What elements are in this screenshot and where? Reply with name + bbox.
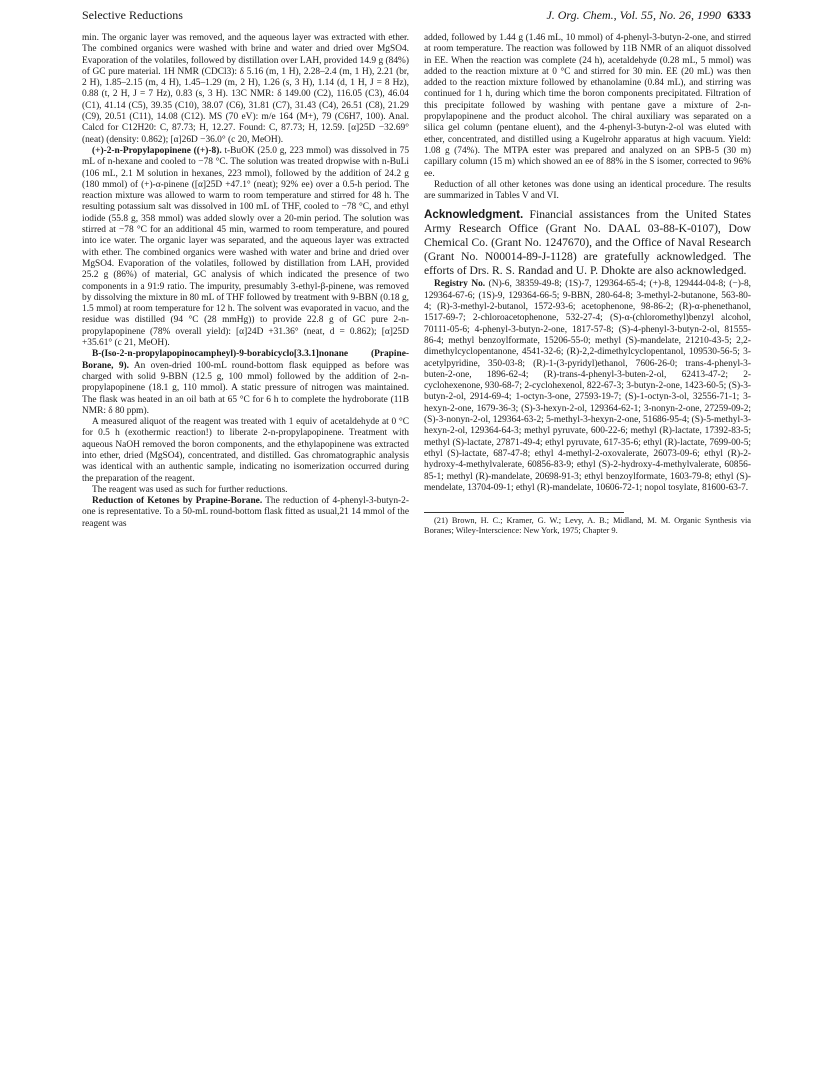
paragraph-body: An oven-dried 100-mL round-bottom flask equipped as before was charged with solid 9-BBN (12.5 g, 100 mmol) followed by the addition of 2-n-propylapopinene (18.1 g, 110 mmol). A static pressure of nitrogen was maintained. The flask was heated in an oil bath at 65 °C for 6 h to complete the hydroborate (11B NMR: δ 80 ppm).: [82, 360, 409, 416]
section-run-head: B-(Iso-2-n-propylapopinocampheyl)-9-borabicyclo[3.3.1]nonane (Prapine-Borane, 9).: [82, 349, 409, 371]
paragraph: [82, 349, 409, 417]
left-column: [82, 33, 409, 530]
page-header: [82, 8, 751, 26]
section-run-head: Reduction of Ketones by Prapine-Borane.: [92, 496, 263, 507]
paragraph-body: t-BuOK (25.0 g, 223 mmol) was dissolved in 75 mL of n-hexane and cooled to −78 °C. The solution was treated dropwise with n-BuLi (106 mL, 2.1 M solution in hexanes, 223 mmol), followed by the addition of 24.2 g (180 mmol) of (+)-α-pinene ([α]25D +47.1° (neat); 92% ee) over a 0.5-h period. The reaction mixture was allowed to warm to room temperature and stirred for 48 h. The resulting potassium salt was dissolved in 100 mL of THF, cooled to −78 °C, and ethyl iodide (55.8 g, 358 mmol) was added slowly over a 20-min period. The solution was stirred at −78 °C for an additional 45 min, warmed to room temperature, and poured into ice water. The organic layer was separated, and the aqueous layer was extracted with ether. The combined organics were washed with water and brine and dried over MgSO4. Evaporation of the volatiles, followed by distillation from LAH, provided 25.2 g (86%) of material, GC analysis of which indicated the presence of two components in a 91:9 ratio. The impurity, presumably 3-ethyl-β-pinene, was removed by dissolving the mixture in 80 mL of THF followed by treatment with 9-BBN (0.18 g, 1.5 mmol) at room temperature for 12 h. The solvent was evaporated in vacuo, and the residue was distilled (94 °C (28 mmHg)) to provide 22.8 g of GC pure 2-n-propylapopinene (78% overall yield): [α]24D +31.36° (neat, d = 0.862); [α]25D +35.61° (c 21, MeOH).: [82, 145, 410, 349]
footnote-divider: [424, 512, 624, 513]
paragraph: min. The organic layer was removed, and the aqueous layer was extracted with ether. The combined organics were washed with brine and water and dried over MgSO4. Evaporation of the volatiles, followed by distillation over LAH, provided 14.9 g (84%) of GC pure material. 1H NMR (CDCl3): δ 5.16 (m, 1 H), 2.28–2.4 (m, 1 H), 2.21 (br, 2 H), 1.85–2.15 (m, 4 H), 1.45–1.29 (m, 2 H), 1.26 (s, 3 H), 1.14 (d, 1 H, J = 8 Hz), 0.88 (t, 2 H, J = 7 Hz), 0.83 (s, 3 H). 13C NMR: δ 149.00 (C2), 116.05 (C3), 46.04 (C1), 41.14 (C5), 39.35 (C10), 38.07 (C6), 31.81 (C7), 31.43 (C4), 26.51 (C8), 21.29 (C9), 20.51 (C11), 14.08 (C12). MS (70 eV): m/e 164 (M+), 79 (C6H7, 100). Anal. Calcd for C12H20: C, 87.73; H, 12.27. Found: C, 87.73; H, 12.59. [α]25D −32.69° (neat) (density: 0.862); [α]26D −36.0° (c 20, MeOH).: [82, 33, 409, 145]
section-run-head: (+)-2-n-Propylapopinene ((+)-8).: [92, 145, 222, 156]
paragraph: Reduction of all other ketones was done using an identical procedure. The results are summarized in Tables V and VI.: [424, 179, 751, 202]
right-column: [424, 33, 751, 536]
registry-body: (N)-6, 38359-49-8; (1S)-7, 129364-65-4; (+)-8, 129444-04-8; (−)-8, 129364-67-6; (1S)-9, 129364-66-5; 9-BBN, 280-64-8; 3-methyl-2-butanone, 563-80-4; (R)-3-methyl-2-butanol, 1572-93-6; acetophenone, 98-86-2; (R)-α-phenethanol, 1517-69-7; 2-chloroacetophenone, 532-27-4; (S)-α-(chloromethyl)benzyl alcohol, 70111-05-6; 4-phenyl-3-butyn-2-one, 1817-57-8; (S)-4-phenyl-3-butyn-2-ol, 81555-86-4; methyl benzoylformate, 15206-55-0; methyl (S)-mandelate, 21210-43-5; 2,2-dimethylcyclopentanone, 4541-32-6; (R)-2,2-dimethylcyclopentanol, 109530-56-5; 3-acetylpyridine, 350-03-8; (R)-1-(3-pyridyl)ethanol, 7606-26-0; trans-4-phenyl-3-buten-2-one, 1896-62-4; (R)-trans-4-phenyl-3-buten-2-ol, 62413-47-2; 2-cyclohexenone, 930-68-7; 2-cyclohexenol, 822-67-3; 3-butyn-2-one, 1423-60-5; (S)-3-butyn-2-ol, 2914-69-4; 1-octyn-3-one, 27593-19-7; (S)-1-octyn-3-ol, 32556-71-1; 3-hexyn-2-one, 1679-36-3; (S)-3-hexyn-2-ol, 129364-62-1; 3-nonyn-2-one, 27259-09-2; (S)-3-nonyn-2-ol, 129364-63-2; 5-methyl-3-hexyn-2-one, 51686-95-4; (S)-5-methyl-3-hexyn-2-ol, 129364-64-3; methyl pyruvate, 600-22-6; methyl (R)-lactate, 17392-83-5; methyl (S)-lactate, 27871-49-4; ethyl pyruvate, 617-35-6; ethyl (R)-lactate, 7699-00-5; ethyl (S)-lactate, 687-47-8; ethyl 4-methyl-2-oxovalerate, 26073-09-6; ethyl (R)-2-hydroxy-4-methylvalerate, 60856-83-9; ethyl (S)-2-hydroxy-4-methylvalerate, 60856-85-1; methyl (R)-mandelate, 20698-91-3; ethyl benzoylformate, 1603-79-8; ethyl (S)-mendelate, 13704-09-1; ethyl (R)-mandelate, 10606-72-1; nopol tosylate, 81600-63-7.: [424, 279, 752, 493]
paragraph: [82, 146, 409, 349]
registry-numbers: [424, 279, 751, 494]
paragraph-body: The reduction of 4-phenyl-3-butyn-2-one is representative. To a 50-mL round-bottom flask fitted as usual,21 14 mmol of the reagent was: [82, 496, 409, 529]
page-number: 6333: [727, 8, 751, 22]
paragraph: The reagent was used as such for further reductions.: [92, 484, 288, 495]
acknowledgment: [424, 208, 751, 278]
journal-citation: J. Org. Chem., Vol. 55, No. 26, 1990: [546, 8, 721, 22]
registry-head: Registry No.: [434, 279, 486, 290]
running-head-title: Selective Reductions: [82, 8, 183, 22]
acknowledgment-head: Acknowledgment.: [424, 208, 524, 222]
running-head-journal: [546, 8, 751, 23]
acknowledgment-body: Financial assistances from the United States Army Research Office (Grant No. DAAL 03-88-K-0107), Dow Chemical Co. (Grant No. 1247670), and the Office of Naval Research (Grant No. N00014-89-J-1128) are gratefully acknowledged. The efforts of Drs. R. S. Randad and U. P. Dhokte are also acknowledged.: [424, 208, 752, 278]
paragraph: added, followed by 1.44 g (1.46 mL, 10 mmol) of 4-phenyl-3-butyn-2-one, and stirred at room temperature. The reaction was followed by 11B NMR of an aliquot dissolved in EE. When the reaction was complete (24 h), acetaldehyde (0.28 mL, 5 mmol) was added to the reaction mixture at 0 °C and stirred for 30 min. EE (20 mL) was then added to the reaction mixture followed by ethanolamine (0.84 mL), and stirring was continued for 1 h, during which time the boron components precipitated. Filtration of this precipitate followed by washing with pentane gave a mixture of 2-n-propylapopinene and the product alcohol. The chiral auxiliary was separated on a silica gel column (pentane eluent), and the 4-phenyl-3-butyn-2-ol was eluted with ether, concentrated, and distilled using a Kugelrohr apparatus at high vacuum. Yield: 1.08 g (74%). The MTPA ester was prepared and analyzed on an SPB-5 (30 m) capillary column (15 m) which showed an ee of 88% in the S isomer, corrected to 96% ee.: [424, 33, 751, 179]
footnote: (21) Brown, H. C.; Kramer, G. W.; Levy, A. B.; Midland, M. M. Organic Synthesis via Boranes; Wiley-Interscience: New York, 1975; Chapter 9.: [424, 516, 751, 536]
paragraph: [82, 496, 409, 530]
paragraph: A measured aliquot of the reagent was treated with 1 equiv of acetaldehyde at 0 °C for 0.5 h (exothermic reaction!) to liberate 2-n-propylapopinene. Treatment with aqueous NaOH removed the boron components, and the ethylapopinene was extracted into ether, dried (MgSO4), concentrated, and distilled. Gas chromatographic analysis was identical with an authentic sample, indicating no isomerization occurred during the preparation of the reagent.: [82, 417, 409, 484]
